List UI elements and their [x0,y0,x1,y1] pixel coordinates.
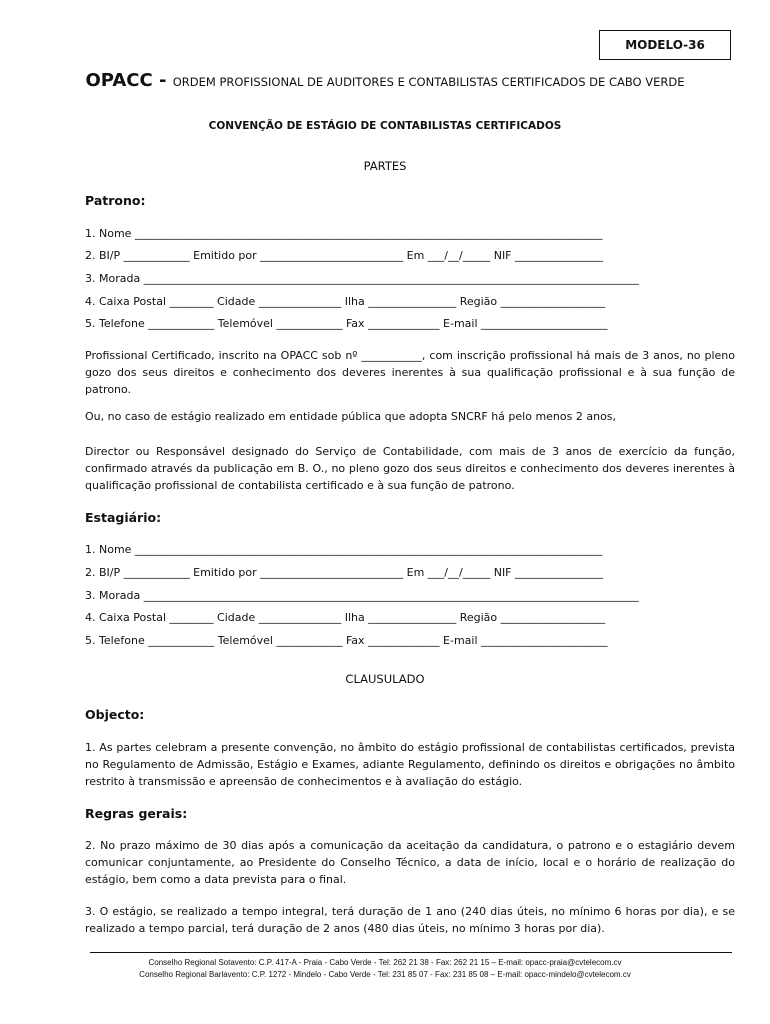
estagiario-line-telefone: 5. Telefone ____________ Telemóvel ____________ Fax _____________ E-mail _______________________ [85,634,608,647]
clause-2: 2. No prazo máximo de 30 dias após a comunicação da aceitação da candidatura, o patrono e o estagiário devem comunicar conjuntamente, ao Presidente do Conselho Técnico, a data de início, local e o horário de realização do estágio, bem como a data prevista para o final. [85,839,735,886]
org-short: OPACC - [85,70,173,91]
patrono-line-bi: 2. BI/P ____________ Emitido por __________________________ Em ___/__/_____ NIF ________________ [85,249,604,262]
estagiario-heading: Estagiário: [85,510,162,525]
regras-gerais-heading: Regras gerais: [85,806,188,821]
clausulado-heading: CLAUSULADO [345,672,425,686]
footer-barlavento: Conselho Regional Barlavento: C.P. 1272 - Mindelo - Cabo Verde - Tel: 231 85 07 - Fax: 231 85 08 – E-mail: opacc-mindelo@cvtelecom.cv [139,970,631,979]
estagiario-line-bi: 2. BI/P ____________ Emitido por __________________________ Em ___/__/_____ NIF ________________ [85,566,604,579]
clause-3: 3. O estágio, se realizado a tempo integral, terá duração de 1 ano (240 dias úteis, no mínimo 6 horas por dia), e se realizado a tempo parcial, terá duração de 2 anos (480 dias úteis, no mínimo 3 horas por dia). [85,905,735,935]
document-subtitle: CONVENÇÃO DE ESTÁGIO DE CONTABILISTAS CERTIFICADOS [208,120,562,132]
footer-sotavento: Conselho Regional Sotavento: C.P. 417-A - Praia - Cabo Verde - Tel: 262 21 38 - Fax: 262 21 15 – E-mail: opacc-praia@cvtelecom.cv [148,958,622,967]
patrono-line-caixa: 4. Caixa Postal ________ Cidade _______________ Ilha ________________ Região ___________________ [85,295,606,308]
estagiario-line-caixa: 4. Caixa Postal ________ Cidade _______________ Ilha ________________ Região ___________________ [85,611,606,624]
patrono-paragraph-1: Profissional Certificado, inscrito na OPACC sob nº ___________, com inscrição profissional há mais de 3 anos, no pleno gozo dos seus direitos e conhecimento dos deveres inerentes à sua qualificação profissional e à sua função de patrono. [85,349,735,396]
patrono-paragraph-3: Director ou Responsável designado do Serviço de Contabilidade, com mais de 3 anos de exercício da função, confirmado através da publicação em B. O., no pleno gozo dos seus direitos e conhecimento dos deveres inerentes à qualificação profissional de contabilista certificado e à sua função de patrono. [85,445,735,492]
patrono-line-morada: 3. Morada __________________________________________________________________________________________ [85,272,639,285]
estagiario-line-nome: 1. Nome _____________________________________________________________________________________ [85,543,603,556]
clause-1: 1. As partes celebram a presente convenção, no âmbito do estágio profissional de contabilistas certificados, prevista no Regulamento de Admissão, Estágio e Exames, adiante Regulamento, definindo os direitos e obrigações no âmbito restrito à transmissão e apreensão de conhecimentos e à avaliação do estágio. [85,741,735,788]
objecto-heading: Objecto: [85,707,145,722]
patrono-line-telefone: 5. Telefone ____________ Telemóvel ____________ Fax _____________ E-mail _______________________ [85,317,608,330]
patrono-paragraph-2: Ou, no caso de estágio realizado em entidade pública que adopta SNCRF há pelo menos 2 anos, [85,410,617,423]
partes-heading: PARTES [363,159,407,173]
modelo-box: MODELO-36 [599,30,731,60]
estagiario-line-morada: 3. Morada __________________________________________________________________________________________ [85,589,639,602]
org-full: ORDEM PROFISSIONAL DE AUDITORES E CONTABILISTAS CERTIFICADOS DE CABO VERDE [172,75,685,89]
patrono-line-nome: 1. Nome _____________________________________________________________________________________ [85,227,603,240]
footer-divider [90,952,732,953]
document-title [0,70,770,91]
patrono-heading: Patrono: [85,193,146,208]
